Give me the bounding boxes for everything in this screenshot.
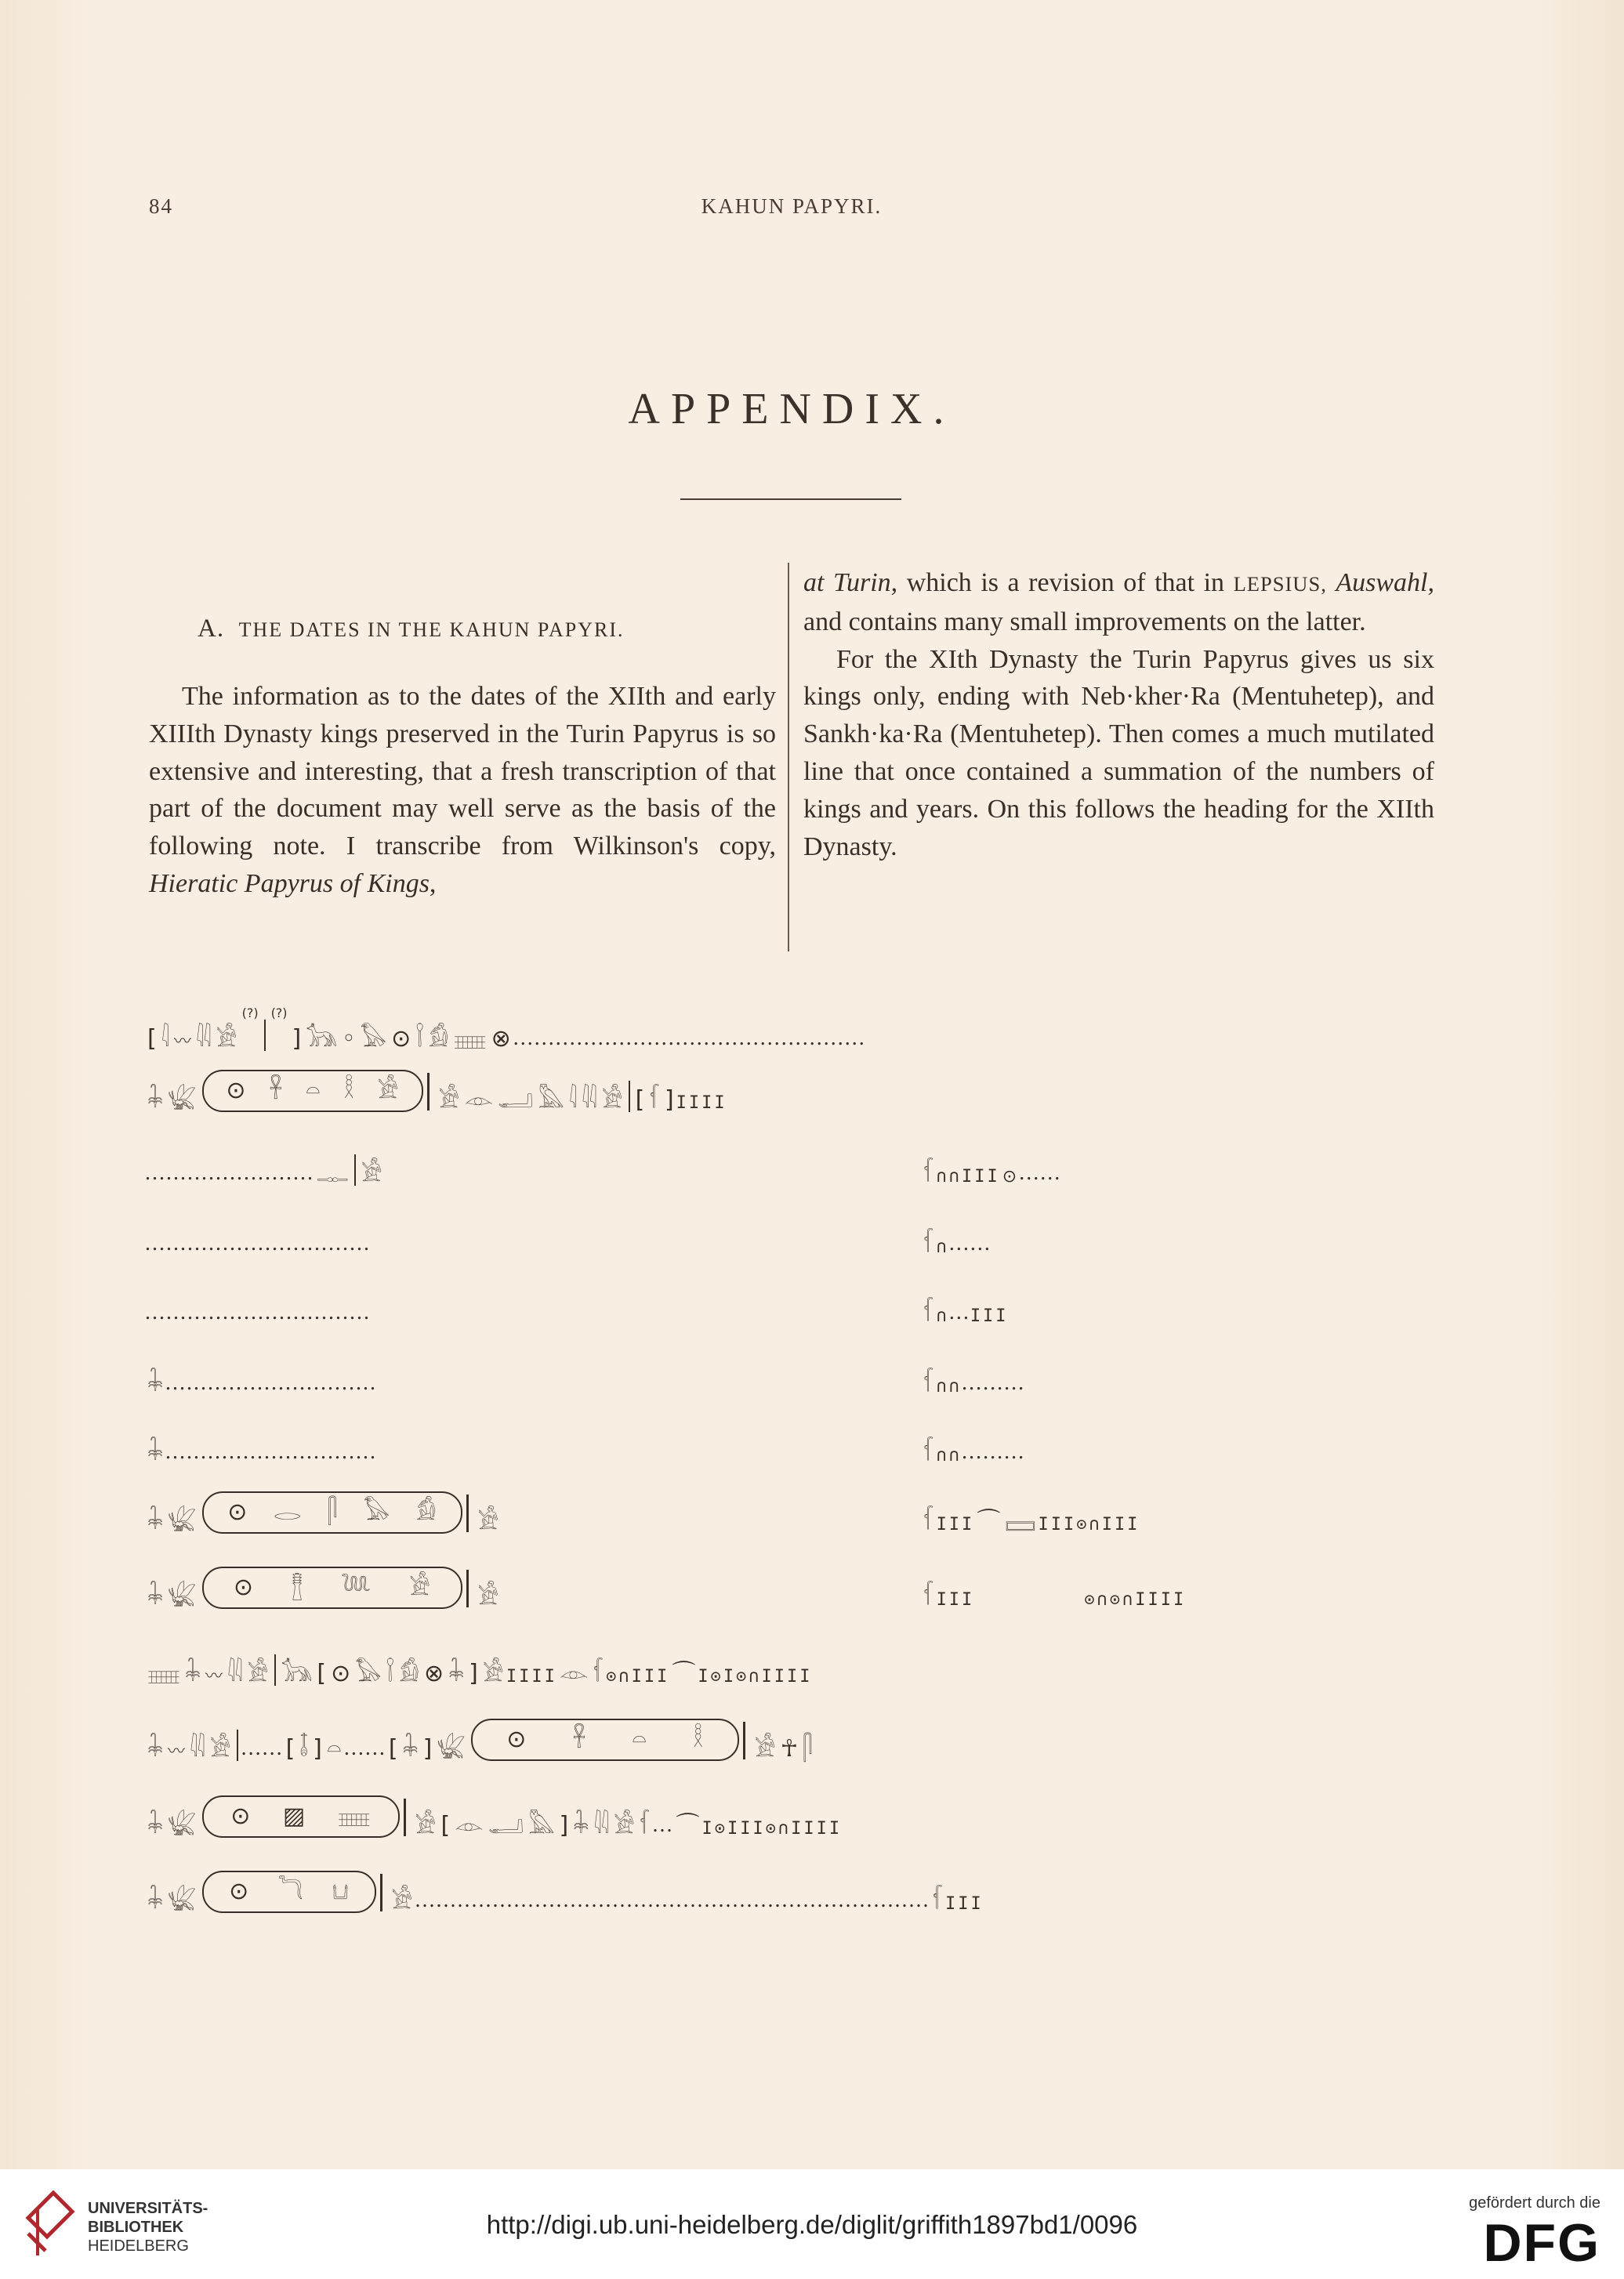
figure-glyph: 𓀁 [399, 1660, 419, 1687]
sedge-glyph: 𓇓 [147, 1583, 164, 1611]
tally-marks: III⊙∩III [1038, 1515, 1140, 1534]
block-glyph: 𓈈 [453, 1025, 487, 1053]
sign-glyph: 𓌉 [415, 1025, 424, 1053]
month-glyph: ⌒ [977, 1508, 1001, 1535]
glyph-line-12 [145, 1794, 842, 1838]
lacuna-dots: ...... [1019, 1161, 1062, 1185]
tally-marks: I⊙III⊙∩IIII [701, 1819, 843, 1839]
lacuna-dots: .................................................. [513, 1026, 866, 1050]
sign-glyph: 𓋹 [269, 1077, 283, 1104]
lacuna-dots: ...... [241, 1736, 284, 1760]
divider-mark [264, 1020, 266, 1051]
citation-italic-2: Auswahl, [1336, 568, 1434, 597]
glyph-line-9 [145, 1565, 1352, 1609]
sun-glyph: ⊙ [226, 1077, 246, 1104]
divider-mark [274, 1654, 276, 1686]
column-divider [788, 563, 789, 951]
regnal-year-5 [921, 1300, 1009, 1325]
page-number: 84 [149, 194, 173, 218]
lacuna-dots: ......... [962, 1371, 1026, 1395]
glyph-line-11 [145, 1717, 815, 1761]
town-glyph: ⊗ [423, 1660, 444, 1687]
divider-mark [354, 1154, 356, 1186]
right-column [803, 564, 1434, 865]
bracket-glyph: [ [388, 1735, 398, 1763]
sedge-glyph: 𓇓 [402, 1735, 419, 1763]
reed-glyph: 𓇋 [161, 1025, 169, 1053]
sign-glyph: 𓈈 [147, 1660, 180, 1687]
library-line-2: BIBLIOTHEK [88, 2219, 184, 2236]
figure-glyph: 𓀁 [415, 1498, 437, 1526]
seated-figure-glyph: 𓀀 [415, 1812, 437, 1839]
lacuna-dots: ... [652, 1813, 674, 1837]
sign-glyph: 𓋹 [572, 1726, 586, 1753]
bee-glyph: 𓆤 [437, 1735, 466, 1763]
sign-glyph: 𓏏 [326, 1735, 342, 1763]
seated-man-glyph: 𓀀 [482, 1660, 504, 1687]
tally-marks: III [945, 1894, 984, 1914]
lacuna-dots: ......................................................................... [415, 1888, 930, 1912]
tally-marks: ∩ [936, 1237, 949, 1257]
lacuna-dots: ......... [962, 1440, 1026, 1464]
jackal-glyph: 𓃥 [281, 1660, 313, 1687]
sun-glyph: ⊙ [230, 1803, 251, 1830]
seated-figure-glyph: 𓀀 [391, 1887, 413, 1915]
lacuna-dots: ...... [343, 1736, 386, 1760]
year-glyph: 𓆳 [923, 1299, 934, 1327]
title-rule [680, 498, 901, 500]
sun-glyph: ⊙ [233, 1574, 254, 1601]
query-mark-2: (?) [270, 1005, 288, 1020]
bracket-glyph: [ [635, 1086, 645, 1114]
page-title: APPENDIX. [628, 385, 955, 433]
regnal-year-8 [921, 1510, 1140, 1534]
sign-glyph: 𓋴 [803, 1735, 813, 1763]
cartouche [202, 1795, 400, 1838]
sign-glyph: 𓏏 [305, 1077, 321, 1104]
seated-man-glyph: 𓀀 [216, 1025, 237, 1053]
month-glyph: ⌒ [672, 1660, 696, 1687]
tally-marks: IIII [506, 1667, 557, 1687]
sign-glyph: 𓄤 [299, 1735, 309, 1763]
sign-glyph: 𓊽 [291, 1574, 303, 1601]
lacuna-dots: ................................ [145, 1300, 371, 1324]
bracket-glyph: ] [664, 1086, 674, 1114]
seated-man-glyph: 𓀀 [209, 1735, 231, 1763]
year-glyph: 𓆳 [649, 1086, 660, 1114]
eye-glyph: 𓁹 [464, 1086, 494, 1114]
cartouche [471, 1719, 739, 1761]
vessel-glyph: 𓎛 [693, 1726, 704, 1753]
cartouche [202, 1070, 423, 1112]
running-title: KAHUN PAPYRI. [701, 194, 883, 218]
glyph-line-10 [145, 1642, 813, 1686]
year-glyph: 𓆳 [932, 1887, 944, 1915]
year-glyph: 𓆳 [923, 1370, 934, 1397]
cartouche [202, 1567, 462, 1609]
year-glyph: 𓆳 [923, 1508, 934, 1535]
regnal-year-9 [921, 1585, 1186, 1609]
library-line-3: HEIDELBERG [88, 2237, 189, 2255]
glyph-line-4 [145, 1212, 1352, 1256]
year-glyph: 𓆳 [639, 1812, 651, 1839]
year-glyph: 𓆳 [923, 1439, 934, 1466]
sedge-glyph: 𓇓 [147, 1370, 164, 1397]
sign-glyph: 𓆓 [277, 1878, 303, 1905]
sign-glyph: 𓂋 [273, 1498, 302, 1526]
lacuna-dots: .............................. [165, 1371, 378, 1395]
lacuna-dots: ... [948, 1300, 970, 1324]
glyph-line-3 [145, 1142, 1352, 1186]
tally-marks: III [936, 1590, 975, 1610]
sign-glyph: 𓆙 [341, 1574, 372, 1601]
tally-marks: ⊙∩⊙∩IIII [1084, 1590, 1187, 1610]
bird-glyph: 𓅓 [538, 1086, 564, 1114]
bee-glyph: 𓆤 [168, 1583, 197, 1611]
query-mark-1: (?) [241, 1005, 259, 1020]
source-url-link[interactable]: http://digi.ub.uni-heidelberg.de/diglit/griffith1897bd1/0096 [486, 2210, 1138, 2239]
year-glyph: 𓆳 [923, 1160, 934, 1187]
reed-pair-glyph: 𓇌 [196, 1025, 212, 1053]
seated-man-glyph: 𓀀 [613, 1812, 635, 1839]
right-paragraph-1 [803, 564, 1434, 641]
water-glyph: 〰 [205, 1667, 223, 1687]
sign-glyph: 𓈙 [1005, 1508, 1036, 1535]
bee-glyph: 𓆤 [168, 1086, 197, 1114]
sun-glyph: ⊙ [1002, 1167, 1017, 1187]
section-letter: A. [198, 614, 225, 643]
cartouche [202, 1491, 462, 1534]
figure-glyph: 𓀁 [428, 1025, 449, 1053]
sign-glyph: 𓋴 [327, 1498, 338, 1526]
tally-marks: ∩∩ [936, 1446, 962, 1466]
seated-figure-glyph: 𓀀 [754, 1735, 776, 1763]
lacuna-dots: ........................ [145, 1161, 314, 1185]
bracket-glyph: [ [147, 1025, 157, 1053]
figure-glyph: 𓀀 [377, 1077, 399, 1104]
sedge-glyph: 𓇓 [147, 1812, 164, 1839]
glyph-line-1 [145, 1007, 866, 1051]
regnal-year-4 [921, 1231, 991, 1256]
sign-glyph: 𓂓 [332, 1878, 349, 1905]
seated-man-glyph: 𓀀 [247, 1660, 269, 1687]
tally-marks: III [970, 1306, 1009, 1326]
bracket-glyph: ] [292, 1025, 302, 1053]
jackal-glyph: 𓃥 [306, 1025, 338, 1053]
month-glyph: ⌒ [676, 1812, 700, 1839]
year-glyph: 𓆳 [593, 1660, 604, 1687]
left-paragraph-italic: Hieratic Papyrus of Kings, [149, 868, 437, 898]
regnal-year-7 [921, 1440, 1025, 1465]
water-glyph: 〰 [168, 1742, 186, 1762]
bird-glyph: 𓅃 [355, 1660, 382, 1687]
town-glyph: ⊗ [491, 1025, 511, 1053]
tally-marks: IIII [676, 1093, 727, 1113]
sedge-glyph: 𓇓 [184, 1660, 201, 1687]
bracket-glyph: ] [422, 1735, 433, 1763]
glyph-line-8 [145, 1490, 1352, 1534]
left-column [149, 678, 776, 903]
bee-glyph: 𓆤 [168, 1812, 197, 1839]
circle-glyph: ◦ [342, 1025, 356, 1053]
bird-glyph: 𓅃 [363, 1498, 390, 1526]
sign-glyph: 𓌉 [386, 1660, 395, 1687]
bee-glyph: 𓆤 [168, 1887, 197, 1915]
bracket-glyph: ] [469, 1660, 478, 1687]
sedge-glyph: 𓇓 [573, 1812, 589, 1839]
section-heading [198, 614, 793, 643]
citation-italic-1: at Turin, [803, 568, 898, 597]
sun-glyph: ⊙ [391, 1025, 411, 1053]
sedge-glyph: 𓇓 [147, 1439, 164, 1466]
bracket-glyph: ] [559, 1812, 569, 1839]
hieroglyphic-transcription [145, 1007, 1352, 1979]
seated-figure-glyph: 𓀀 [361, 1160, 382, 1187]
eye-glyph: 𓁹 [559, 1660, 589, 1687]
funded-by-label: gefördert durch die [1469, 2194, 1600, 2212]
sun-glyph: ⊙ [506, 1726, 527, 1753]
eye-glyph: 𓁹 [455, 1812, 484, 1839]
reed-pair-glyph: 𓇌 [227, 1660, 243, 1687]
sign-glyph: 𓏏 [632, 1726, 647, 1753]
tally-marks: ∩∩III [936, 1167, 1000, 1187]
tally-marks: I⊙∩IIII [723, 1667, 813, 1687]
water-glyph: 〰 [173, 1032, 191, 1052]
lacuna-dots: ...... [948, 1231, 991, 1255]
sedge-glyph: 𓇓 [147, 1887, 164, 1915]
seated-figure-glyph: 𓀀 [438, 1086, 460, 1114]
lacuna-dots: .............................. [165, 1440, 378, 1464]
dfg-logo: DFG [1483, 2213, 1600, 2273]
glyph-line-13 [145, 1869, 984, 1913]
right-paragraph-2: For the XIth Dynasty the Turin Papyrus gives us six kings only, ending with Neb·kher·Ra (Mentuhetep), and Sankh·ka·Ra (Mentuhetep). Then comes a much mutilated line that once contained a summation of the numbers of kings and years. On this follows the heading for the XIIth Dynasty. [803, 644, 1434, 861]
divider-mark [629, 1081, 630, 1112]
bracket-glyph: ] [313, 1735, 322, 1763]
seated-figure-glyph: 𓀀 [477, 1508, 499, 1535]
regnal-year-3 [921, 1161, 1061, 1186]
glyph-line-7 [145, 1421, 1352, 1465]
right-text-2: and contains many small improvements on the latter. [803, 607, 1366, 636]
right-text-1: which is a revision of that in [897, 568, 1234, 597]
citation-caps: LEPSIUS, [1233, 572, 1327, 596]
tally-marks: I⊙ [698, 1667, 723, 1687]
ankh-glyph: ☥ [780, 1735, 799, 1763]
sun-glyph: ⊙ [227, 1498, 248, 1526]
bracket-glyph: [ [285, 1735, 295, 1763]
sun-glyph: ⊙ [331, 1660, 351, 1687]
library-line-1: UNIVERSITÄTS- [88, 2200, 208, 2217]
sun-glyph: ⊙ [229, 1878, 249, 1905]
hatched-glyph: ▨ [282, 1803, 306, 1830]
year-glyph: 𓆳 [923, 1230, 934, 1258]
glyph-line-5 [145, 1281, 1352, 1325]
regnal-year-6 [921, 1371, 1025, 1396]
bee-glyph: 𓆤 [168, 1508, 197, 1535]
vessel-glyph: 𓎛 [343, 1077, 354, 1104]
figure-glyph: 𓀀 [409, 1574, 431, 1601]
reed-pair-glyph: 𓇌 [190, 1735, 205, 1763]
glyph-line-6 [145, 1352, 1352, 1396]
reed-pair-glyph: 𓇌 [593, 1812, 609, 1839]
tally-marks: ∩∩ [936, 1377, 962, 1397]
sedge-glyph: 𓇓 [147, 1508, 164, 1535]
tally-marks: ∩ [936, 1306, 949, 1326]
bracket-glyph: 𓊃 [317, 1160, 349, 1187]
lacuna-dots: ................................ [145, 1231, 371, 1255]
reed-glyph: 𓇋 [568, 1086, 578, 1114]
seated-figure-glyph: 𓀀 [477, 1583, 499, 1611]
seated-man-glyph: 𓀀 [601, 1086, 623, 1114]
sedge-glyph: 𓇓 [147, 1086, 164, 1114]
sedge-glyph: 𓇓 [448, 1660, 465, 1687]
sign-glyph: 𓈈 [337, 1803, 371, 1830]
bracket-glyph: [ [440, 1812, 451, 1839]
year-glyph: 𓆳 [923, 1583, 934, 1611]
bird-glyph: 𓅃 [360, 1025, 387, 1053]
tally-marks: III [936, 1515, 975, 1534]
sedge-glyph: 𓇓 [147, 1735, 164, 1763]
glyph-line-2 [145, 1068, 727, 1112]
reed-pair-glyph: 𓇌 [582, 1086, 597, 1114]
cartouche [202, 1871, 376, 1913]
hand-glyph: 𓂝 [498, 1086, 534, 1114]
hand-glyph: 𓂝 [488, 1812, 524, 1839]
tally-marks: ⊙∩III [606, 1667, 670, 1687]
divider-mark [237, 1730, 238, 1761]
left-paragraph-text: The information as to the dates of the XIIth and early XIIIth Dynasty kings preserved in the Turin Papyrus is so extensive and interesting, that a fresh transcription of that part of the document may well serve as the basis of the following note. I transcribe from Wilkinson's copy, [149, 682, 776, 861]
bracket-glyph: [ [317, 1660, 327, 1687]
bird-glyph: 𓅓 [528, 1812, 555, 1839]
section-heading-text: THE DATES IN THE KAHUN PAPYRI. [238, 618, 625, 641]
